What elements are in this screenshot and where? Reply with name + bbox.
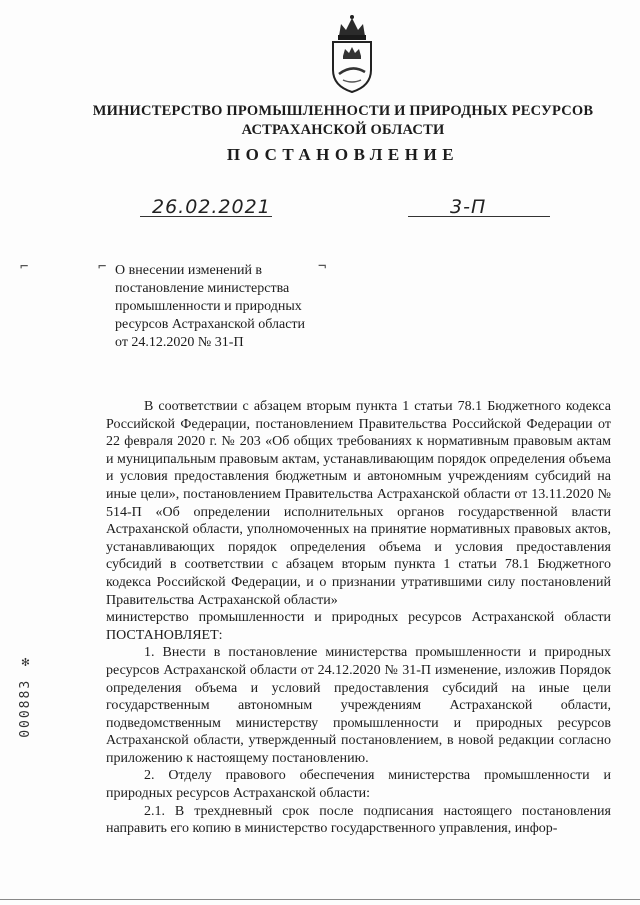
ministry-name-line-1: МИНИСТЕРСТВО ПРОМЫШЛЕННОСТИ И ПРИРОДНЫХ РЕСУРСОВ: [92, 103, 594, 119]
subject-line: О внесении изменений в: [115, 263, 263, 278]
document-body: [106, 398, 611, 838]
corner-mark-subject-end: ¬: [318, 259, 327, 275]
subject-line: постановление министерства: [115, 281, 290, 296]
clause-2-paragraph: 2. Отделу правового обеспечения министерства промышленности и природных ресурсов Астраханской области:: [106, 768, 611, 802]
document-number: 3-П: [450, 196, 487, 218]
coat-of-arms-emblem: [325, 14, 379, 94]
resolves-paragraph: министерство промышленности и природных ресурсов Астраханской области ПОСТАНОВЛЯЕТ:: [106, 610, 611, 643]
document-date: 26.02.2021: [152, 196, 271, 218]
corner-mark-left: ⌐: [20, 259, 29, 275]
date-underline: [140, 216, 272, 217]
clause-1-paragraph: 1. Внести в постановление министерства промышленности и природных ресурсов Астраханской области от 24.12.2020 № 31-П изменение, изложив Порядок определения объема и условий предоставления субсидий на иные цели государственным автономным учреждениям Астраханской области, подведомственным министерству промышленности и природных ресурсов Астраханской области, утвержденный постановлением, в новой редакции согласно приложению к настоящему постановлению.: [106, 645, 611, 766]
preamble-paragraph: В соответствии с абзацем вторым пункта 1 статьи 78.1 Бюджетного кодекса Российской Федерации, постановлением Правительства Российской Федерации от 22 февраля 2020 г. № 203 «Об общих требованиях к нормативным правовым актам и муниципальным правовым актам, устанавливающим порядок определения объема и условия предоставления бюджетным и автономным учреждениям субсидий на иные цели», постановлением Правительства Астраханской области от 13.11.2020 № 514-П «Об определении исполнительных органов государственной власти Астраханской области, уполномоченных на принятие нормативных правовых актов, устанавливающих порядок определения объема и условия предоставления субсидий в соответствии с абзацем вторым пункта 1 статьи 78.1 Бюджетного кодекса Российской Федерации, и о признании утратившими силу постановлений Правительства Астраханской области»: [106, 399, 611, 608]
subject-line: ресурсов Астраханской области: [115, 317, 306, 332]
corner-mark-subject-start: ⌐: [98, 259, 107, 275]
number-underline: [408, 216, 550, 217]
side-stamp-number: 000883 ✻: [18, 652, 33, 738]
subject-block: [115, 262, 345, 352]
clause-2-1-paragraph: 2.1. В трехдневный срок после подписания настоящего постановления направить его копию в министерство государственного управления, инфор-: [106, 803, 611, 837]
ministry-name-line-2: АСТРАХАНСКОЙ ОБЛАСТИ: [241, 122, 445, 138]
bottom-edge-line: [0, 899, 640, 900]
document-type-title: ПОСТАНОВЛЕНИЕ: [226, 145, 460, 164]
subject-line: от 24.12.2020 № 31-П: [115, 335, 244, 350]
subject-line: промышленности и природных: [115, 299, 302, 314]
